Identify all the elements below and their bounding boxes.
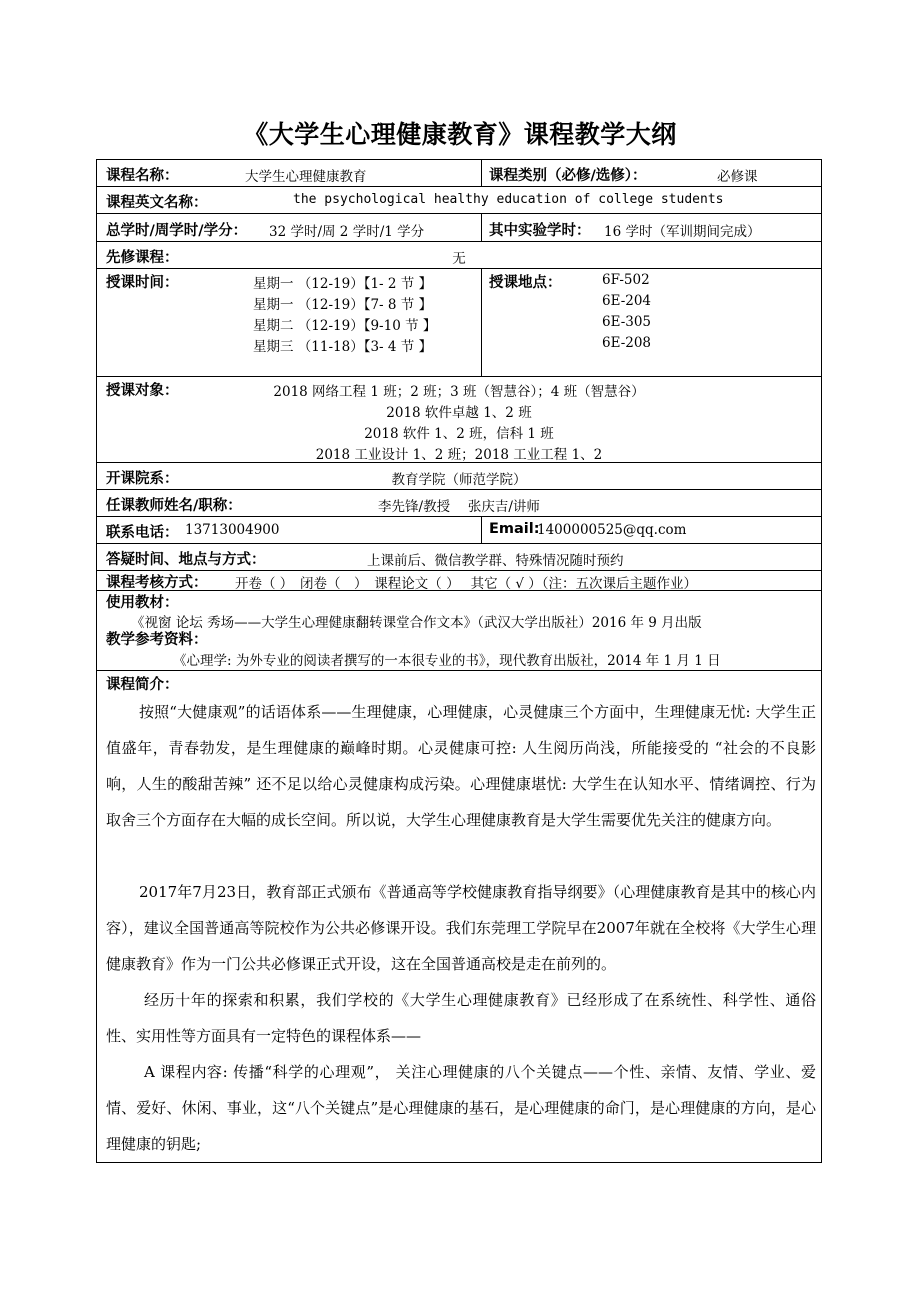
intro-paragraph: 按照“大健康观”的话语体系——生理健康，心理健康，心灵健康三个方面中，生理健康无忧: 大学生正值盛年，青春勃发，是生理健康的巅峰时期。心灵健康可控: 人生阅历尚浅，所能接受的 “社会的不良影响，人生的酸甜苦辣” 还不足以给心灵健康构成污染。心理健康堪忧: 大学生在认知水平、情绪调控、行为取舍三个方面存在大幅的成长空间。所以说，大学生心理健康教育是大学生需要优先关注的健康方向。: [106, 703, 816, 829]
english-name-label: 课程英文名称：: [106, 195, 208, 211]
prerequisite-value: 无: [452, 251, 466, 267]
location-item: 6E-208: [602, 335, 652, 351]
row-schedule: [97, 269, 821, 377]
audience-line: 2018 软件卓越 1、2 班: [386, 405, 532, 421]
textbook-value: 《视窗 论坛 秀场——大学生心理健康翻转课堂合作文本》（武汉大学出版社）2016 年 9 月出版: [131, 615, 702, 631]
divider: [481, 160, 482, 186]
row-course-name: [97, 160, 821, 187]
reference-value: 《心理学: 为外专业的阅读者撰写的一本很专业的书》，现代教育出版社，2014 年 1 月 1 日: [173, 653, 721, 669]
department-value: 教育学院（师范学院）: [391, 472, 527, 488]
lab-hours-value: 16 学时（军训期间完成）: [604, 224, 761, 240]
row-qa: [97, 544, 821, 571]
location-item: 6E-204: [602, 293, 652, 309]
exam-value: 开卷（ ） 闭卷（ ） 课程论文（ ） 其它（ √ ）（注：五次课后主题作业）: [235, 576, 698, 592]
prerequisite-label: 先修课程：: [106, 250, 179, 266]
lab-hours-label: 其中实验学时：: [489, 223, 591, 239]
audience-label: 授课对象：: [106, 383, 179, 399]
textbook-label: 使用教材：: [106, 595, 179, 611]
course-name-label: 课程名称：: [106, 168, 179, 184]
intro-paragraph: 经历十年的探索和积累，我们学校的《大学生心理健康教育》已经形成了在系统性、科学性、通俗性、实用性等方面具有一定特色的课程体系——: [106, 991, 816, 1045]
qa-value: 上课前后、微信教学群、特殊情况随时预约: [367, 553, 624, 569]
course-type-value: 必修课: [717, 169, 758, 185]
intro-section: [97, 671, 821, 1162]
location-item: 6E-305: [602, 314, 652, 330]
course-name-value: 大学生心理健康教育: [245, 169, 367, 185]
row-prerequisite: [97, 242, 821, 269]
email-label: Email:: [489, 521, 540, 537]
row-exam: [97, 571, 821, 591]
location-label: 授课地点：: [489, 275, 562, 291]
exam-label: 课程考核方式：: [106, 575, 208, 591]
audience-line: 2018 网络工程 1 班；2 班；3 班（智慧谷）；4 班（智慧谷）: [273, 384, 645, 400]
schedule-item: 星期一 （12-19）【1- 2 节 】: [253, 276, 433, 292]
row-english-name: [97, 187, 821, 214]
english-name-value: the psychological healthy education of college students: [293, 192, 724, 207]
schedule-item: 星期一 （12-19）【7- 8 节 】: [253, 297, 433, 313]
divider: [481, 214, 482, 241]
page-title: 《大学生心理健康教育》课程教学大纲: [243, 120, 677, 149]
schedule-item: 星期三 （11-18）【3- 4 节 】: [253, 339, 433, 355]
divider: [481, 269, 482, 376]
audience-line: 2018 工业设计 1、2 班；2018 工业工程 1、2: [315, 447, 603, 463]
row-materials: [97, 591, 821, 671]
qa-label: 答疑时间、地点与方式：: [106, 552, 266, 568]
row-department: [97, 463, 821, 490]
intro-paragraph: A 课程内容: 传播“科学的心理观”， 关注心理健康的八个关键点——个性、亲情、友情、学业、爱情、爱好、休闲、事业，这“八个关键点”是心理健康的基石，是心理健康的命门，是心理健康的方向，是心理健康的钥匙;: [106, 1063, 816, 1153]
course-type-label: 课程类别（必修/选修）：: [489, 168, 647, 184]
divider: [481, 517, 482, 543]
reference-label: 教学参考资料：: [106, 632, 208, 648]
audience-line: 2018 软件 1、2 班，信科 1 班: [364, 426, 554, 442]
teachers-label: 任课教师姓名/职称：: [106, 498, 242, 514]
row-contact: [97, 517, 821, 544]
location-item: 6F-502: [602, 272, 650, 288]
row-hours: [97, 214, 821, 242]
row-teachers: [97, 490, 821, 517]
intro-label: 课程简介：: [106, 677, 179, 693]
hours-value: 32 学时/周 2 学时/1 学分: [269, 224, 425, 240]
email-value: 1400000525@qq.com: [537, 522, 687, 538]
hours-label: 总学时/周学时/学分：: [106, 223, 248, 239]
schedule-label: 授课时间：: [106, 275, 179, 291]
phone-value: 13713004900: [185, 522, 280, 538]
schedule-item: 星期二 （12-19）【9-10 节 】: [253, 318, 437, 334]
department-label: 开课院系：: [106, 471, 179, 487]
intro-paragraph: 2017年7月23日，教育部正式颁布《普通高等学校健康教育指导纲要》（心理健康教育是其中的核心内容），建议全国普通高等院校作为公共必修课开设。我们东莞理工学院早在2007年就在全校将《大学生心理健康教育》作为一门公共必修课正式开设，这在全国普通高校是走在前列的。: [106, 883, 816, 973]
row-audience: [97, 377, 821, 463]
teachers-value: 李先锋/教授 张庆吉/讲师: [378, 499, 540, 515]
syllabus-table: [96, 159, 822, 1163]
phone-label: 联系电话：: [106, 525, 179, 541]
